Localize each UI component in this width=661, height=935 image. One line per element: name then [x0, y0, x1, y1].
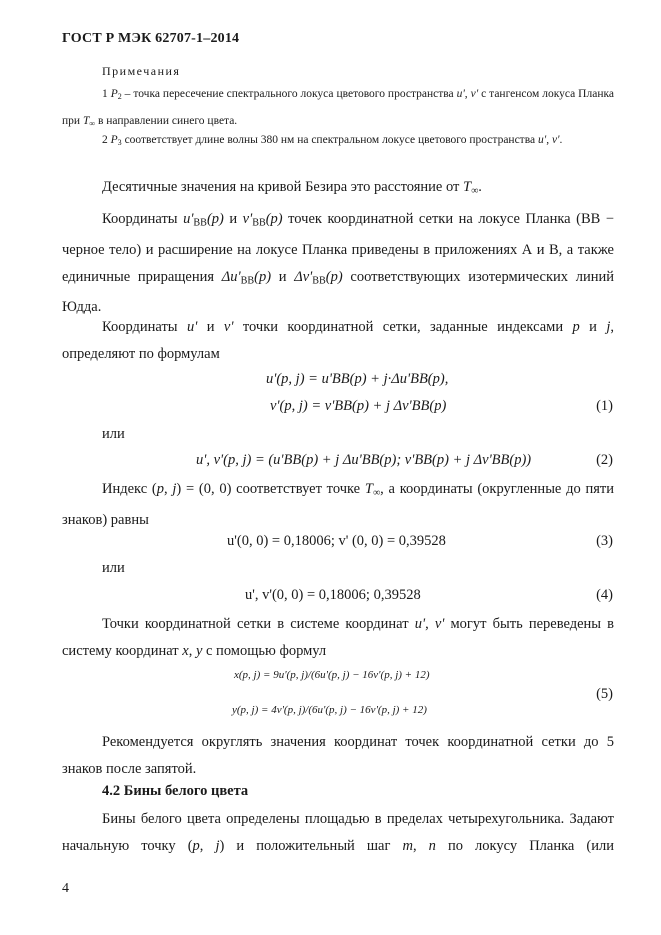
page-number: 4: [62, 881, 69, 896]
paragraph-bezier: Десятичные значения на кривой Безира это расстояние от $T_\infty$.: [102, 179, 482, 197]
equation-number-3: (3): [596, 533, 613, 549]
note-1: 1 $P_2$ – точка пересечение спектрального локуса цветового пространства u', v' с тангенсом локуса Планка при $T_\infty$ в направлении синего цвета.: [62, 88, 614, 128]
equation-number-1: (1): [596, 398, 613, 414]
word-or-2: или: [102, 560, 125, 576]
note-2: 2 $P_3$ соответствует длине волны 380 нм на спектральном локусе цветового пространства u', v'.: [102, 134, 563, 147]
document-header: ГОСТ Р МЭК 62707-1–2014: [62, 31, 240, 46]
formula-2: u', v'(p, j) = (u'BB(p) + j Δu'BB(p); v'BB(p) + j Δv'BB(p)): [196, 452, 532, 468]
paragraph-transform: Точки координатной сетки в системе координат u', v' могут быть переведены в систему координат x, y с помощью формул: [62, 616, 614, 659]
paragraph-planck-coordinates: Координаты $u'_{BB}(p)$ и $v'_{BB}(p)$ точек координатной сетки на локусе Планка (BB − черное тело) и расширение на локусе Планка приведены в приложениях А и B, а также единичные приращения $\Delta u'_{BB}(p)$ и $\Delta v'_{BB}(p)$ соответствующих изотермических линий Юдда.: [62, 211, 615, 316]
equation-number-5: (5): [596, 686, 613, 702]
paragraph-rounding: Рекомендуется округлять значения координат точек координатной сетки до 5 знаков после запятой.: [62, 734, 614, 777]
equation-number-2: (2): [596, 452, 613, 468]
formula-5b: y(p, j) = 4v'(p, j)/(6u'(p, j) − 16v'(p, j) + 12): [232, 704, 427, 716]
paragraph-white-bins: Бины белого цвета определены площадью в пределах четырехугольника. Задают начальную точку (p, j) и положительный шаг m, n по локусу Планка (или: [62, 811, 614, 854]
equation-number-4: (4): [596, 587, 613, 603]
formula-1a: u'(p, j) = u'BB(p) + j·Δu'BB(p),: [266, 371, 449, 387]
word-or-1: или: [102, 426, 125, 442]
formula-4: u', v'(0, 0) = 0,18006; 0,39528: [245, 587, 421, 603]
formula-5a: x(p, j) = 9u'(p, j)/(6u'(p, j) − 16v'(p, j) + 12): [234, 669, 430, 681]
paragraph-index: Индекс (p, j) = (0, 0) соответствует точке $T_\infty$, а координаты (округленные до пяти знаков) равны: [62, 481, 615, 528]
notes-title: Примечания: [102, 64, 181, 78]
formula-1b: v'(p, j) = v'BB(p) + j Δv'BB(p): [270, 398, 447, 414]
section-title: 4.2 Бины белого цвета: [102, 783, 249, 799]
paragraph-grid-coordinates: Координаты u' и v' точки координатной сетки, заданные индексами p и j, определяют по формулам: [62, 319, 614, 362]
formula-3: u'(0, 0) = 0,18006; v' (0, 0) = 0,39528: [227, 533, 446, 549]
